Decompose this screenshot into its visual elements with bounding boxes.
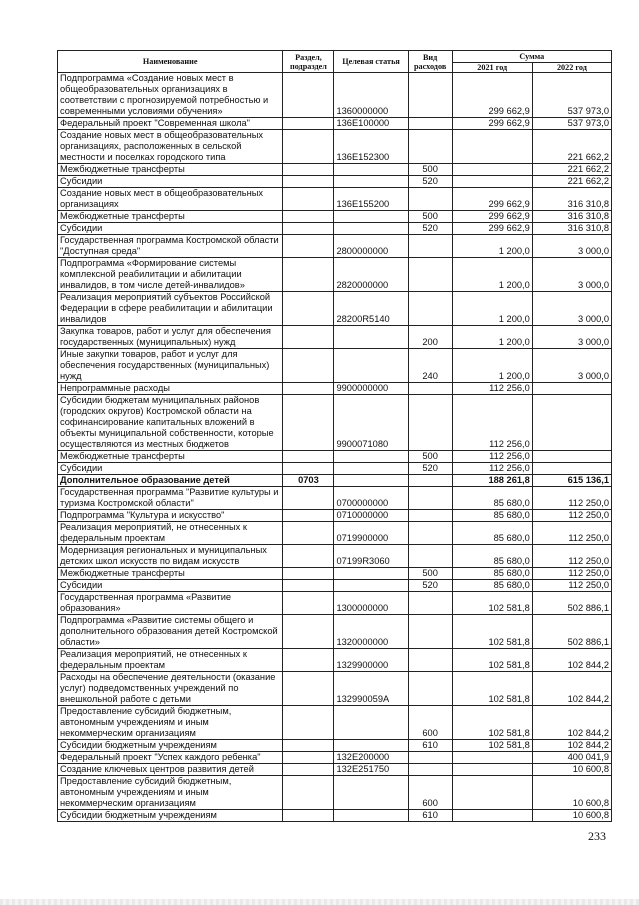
cell-sum-2022: 10 600,8 [532,810,611,822]
cell-celevaya [334,164,408,176]
cell-sum-2022: 615 136,1 [532,475,611,487]
cell-name: Подпрограмма «Формирование системы комплексной реабилитации и абилитации инвалидов, в том числе детей-инвалидов» [58,258,283,292]
cell-name: Реализация мероприятий, не отнесенных к федеральным проектам [58,522,283,545]
cell-sum-2021: 1 200,0 [452,349,532,383]
cell-celevaya [334,568,408,580]
cell-razdel [283,580,334,592]
cell-sum-2022 [532,395,611,451]
cell-sum-2022 [532,383,611,395]
cell-vid: 520 [408,176,452,188]
cell-vid: 200 [408,326,452,349]
cell-sum-2021: 85 680,0 [452,522,532,545]
cell-sum-2021: 299 662,9 [452,118,532,130]
cell-razdel [283,258,334,292]
cell-celevaya [334,223,408,235]
cell-sum-2022 [532,451,611,463]
cell-razdel [283,451,334,463]
cell-celevaya: 2820000000 [334,258,408,292]
cell-vid: 520 [408,463,452,475]
cell-razdel [283,764,334,776]
table-row [58,326,612,349]
cell-sum-2021: 85 680,0 [452,580,532,592]
cell-celevaya: 9900071080 [334,395,408,451]
cell-sum-2022: 316 310,8 [532,188,611,211]
cell-sum-2022: 3 000,0 [532,235,611,258]
cell-name: Государственная программа «Развитие образования» [58,592,283,615]
cell-razdel [283,211,334,223]
cell-sum-2022: 10 600,8 [532,776,611,810]
cell-sum-2022: 112 250,0 [532,580,611,592]
cell-vid [408,649,452,672]
table-row [58,118,612,130]
cell-sum-2021: 102 581,8 [452,592,532,615]
table-row [58,487,612,510]
cell-celevaya: 9900000000 [334,383,408,395]
cell-celevaya: 2800000000 [334,235,408,258]
cell-celevaya: 1360000000 [334,73,408,118]
cell-razdel [283,776,334,810]
cell-name: Субсидии [58,463,283,475]
cell-sum-2022: 112 250,0 [532,510,611,522]
cell-name: Федеральный проект "Современная школа" [58,118,283,130]
cell-vid [408,487,452,510]
cell-razdel [283,188,334,211]
table-row [58,164,612,176]
cell-razdel [283,592,334,615]
table-row [58,672,612,706]
cell-vid: 600 [408,776,452,810]
cell-celevaya: 132990059A [334,672,408,706]
cell-name: Межбюджетные трансферты [58,211,283,223]
cell-name: Государственная программа Костромской области "Доступная среда" [58,235,283,258]
cell-razdel [283,706,334,740]
cell-razdel [283,672,334,706]
table-row [58,211,612,223]
cell-sum-2022: 537 973,0 [532,118,611,130]
cell-sum-2021: 188 261,8 [452,475,532,487]
table-row [58,776,612,810]
header-name: Наименование [58,51,283,73]
table-row [58,292,612,326]
table-row [58,258,612,292]
cell-name: Иные закупки товаров, работ и услуг для обеспечения государственных (муниципальных) нужд [58,349,283,383]
cell-razdel [283,395,334,451]
cell-name: Субсидии [58,223,283,235]
cell-sum-2021 [452,810,532,822]
cell-celevaya [334,211,408,223]
cell-vid [408,592,452,615]
cell-name: Подпрограмма «Создание новых мест в общеобразовательных организациях в соответствии с прогнозируемой потребностью и современными условиями обучения» [58,73,283,118]
cell-name: Субсидии бюджетным учреждениям [58,810,283,822]
table-row [58,235,612,258]
cell-vid: 240 [408,349,452,383]
cell-vid [408,752,452,764]
cell-vid [408,510,452,522]
cell-sum-2021: 102 581,8 [452,649,532,672]
table-row [58,740,612,752]
scan-edge [0,899,639,905]
cell-celevaya: 132E200000 [334,752,408,764]
header-celevaya: Целевая статья [334,51,408,73]
cell-vid [408,475,452,487]
table-row [58,764,612,776]
cell-celevaya: 136E155200 [334,188,408,211]
cell-sum-2022: 112 250,0 [532,568,611,580]
cell-celevaya [334,580,408,592]
cell-name: Создание ключевых центров развития детей [58,764,283,776]
cell-sum-2022: 502 886,1 [532,615,611,649]
cell-vid [408,615,452,649]
header-vid: Вид расходов [408,51,452,73]
cell-sum-2022: 221 662,2 [532,164,611,176]
table-row [58,510,612,522]
cell-sum-2021: 85 680,0 [452,568,532,580]
table-row [58,706,612,740]
cell-sum-2022: 102 844,2 [532,706,611,740]
header-year-2022: 2022 год [532,63,611,73]
table-row [58,176,612,188]
cell-razdel [283,752,334,764]
cell-vid [408,258,452,292]
cell-celevaya: 0710000000 [334,510,408,522]
cell-name: Субсидии бюджетам муниципальных районов (городских округов) Костромской области на софинансирование капитальных вложений в объекты муниципальной собственности, которые осуществляются из местных бюджетов [58,395,283,451]
cell-vid [408,73,452,118]
cell-vid [408,130,452,164]
cell-celevaya: 136E152300 [334,130,408,164]
cell-razdel [283,130,334,164]
cell-vid: 610 [408,810,452,822]
table-row [58,73,612,118]
table-row [58,349,612,383]
cell-name: Создание новых мест в общеобразовательных организациях [58,188,283,211]
cell-sum-2022: 400 041,9 [532,752,611,764]
cell-celevaya [334,451,408,463]
cell-sum-2021: 112 256,0 [452,383,532,395]
cell-name: Подпрограмма «Развитие системы общего и дополнительного образования детей Костромской области» [58,615,283,649]
header-summa: Сумма [452,51,611,63]
cell-vid: 610 [408,740,452,752]
cell-name: Предоставление субсидий бюджетным, автономным учреждениям и иным некоммерческим организациям [58,776,283,810]
cell-sum-2021 [452,776,532,810]
cell-sum-2021: 102 581,8 [452,615,532,649]
cell-vid [408,672,452,706]
cell-vid [408,235,452,258]
cell-celevaya [334,776,408,810]
cell-celevaya: 136E100000 [334,118,408,130]
table-row [58,383,612,395]
header-razdel: Раздел, подраздел [283,51,334,73]
cell-sum-2022: 102 844,2 [532,740,611,752]
cell-vid [408,522,452,545]
cell-razdel [283,349,334,383]
cell-sum-2022: 112 250,0 [532,522,611,545]
cell-vid: 500 [408,451,452,463]
cell-sum-2021 [452,130,532,164]
cell-razdel [283,383,334,395]
table-body [58,73,612,822]
cell-sum-2022: 3 000,0 [532,292,611,326]
cell-sum-2022: 112 250,0 [532,487,611,510]
cell-name: Реализация мероприятий субъектов Российской Федерации в сфере реабилитации и абилитации инвалидов [58,292,283,326]
table-row [58,752,612,764]
cell-sum-2021 [452,164,532,176]
cell-sum-2021: 1 200,0 [452,258,532,292]
cell-name: Межбюджетные трансферты [58,164,283,176]
cell-name: Межбюджетные трансферты [58,451,283,463]
cell-celevaya [334,706,408,740]
cell-sum-2021: 1 200,0 [452,292,532,326]
cell-sum-2022: 3 000,0 [532,349,611,383]
cell-vid: 500 [408,164,452,176]
cell-vid [408,118,452,130]
cell-razdel [283,545,334,568]
cell-vid: 520 [408,223,452,235]
table-row [58,475,612,487]
cell-celevaya: 0719900000 [334,522,408,545]
cell-razdel [283,568,334,580]
cell-sum-2022: 3 000,0 [532,258,611,292]
cell-name: Непрограммные расходы [58,383,283,395]
cell-sum-2021: 1 200,0 [452,235,532,258]
cell-name: Расходы на обеспечение деятельности (оказание услуг) подведомственных учреждений по внешкольной работе с детьми [58,672,283,706]
cell-razdel [283,118,334,130]
cell-name: Реализация мероприятий, не отнесенных к федеральным проектам [58,649,283,672]
cell-razdel [283,810,334,822]
cell-razdel [283,292,334,326]
cell-vid [408,395,452,451]
cell-name: Субсидии [58,176,283,188]
cell-sum-2021: 85 680,0 [452,487,532,510]
cell-name: Предоставление субсидий бюджетным, автономным учреждениям и иным некоммерческим организациям [58,706,283,740]
cell-sum-2021: 112 256,0 [452,395,532,451]
table-row [58,130,612,164]
cell-razdel [283,164,334,176]
cell-sum-2021: 1 200,0 [452,326,532,349]
cell-name: Межбюджетные трансферты [58,568,283,580]
cell-vid: 500 [408,568,452,580]
cell-name: Субсидии бюджетным учреждениям [58,740,283,752]
cell-sum-2022: 112 250,0 [532,545,611,568]
cell-celevaya: 0700000000 [334,487,408,510]
cell-sum-2021: 85 680,0 [452,545,532,568]
cell-razdel [283,522,334,545]
cell-sum-2022: 316 310,8 [532,211,611,223]
budget-table [57,50,612,822]
cell-celevaya: 1320000000 [334,615,408,649]
cell-name: Создание новых мест в общеобразовательных организациях, расположенных в сельской местности и поселках городского типа [58,130,283,164]
cell-razdel [283,649,334,672]
cell-sum-2022: 537 973,0 [532,73,611,118]
cell-vid: 500 [408,211,452,223]
cell-celevaya [334,463,408,475]
page-number: 233 [588,829,606,843]
cell-celevaya: 132E251750 [334,764,408,776]
cell-name: Субсидии [58,580,283,592]
cell-sum-2021: 112 256,0 [452,463,532,475]
cell-celevaya [334,349,408,383]
cell-celevaya: 07199R3060 [334,545,408,568]
cell-sum-2022: 102 844,2 [532,672,611,706]
cell-vid [408,383,452,395]
cell-vid: 600 [408,706,452,740]
cell-sum-2021: 299 662,9 [452,73,532,118]
cell-razdel [283,510,334,522]
table-header [58,51,612,73]
cell-celevaya [334,475,408,487]
cell-celevaya [334,326,408,349]
cell-sum-2022 [532,463,611,475]
table-row [58,223,612,235]
cell-razdel [283,326,334,349]
table-row [58,522,612,545]
cell-sum-2021: 102 581,8 [452,672,532,706]
cell-razdel [283,176,334,188]
cell-sum-2021 [452,752,532,764]
table-row [58,592,612,615]
cell-sum-2022: 502 886,1 [532,592,611,615]
table-row [58,810,612,822]
table-row [58,463,612,475]
cell-sum-2021: 112 256,0 [452,451,532,463]
cell-razdel: 0703 [283,475,334,487]
cell-sum-2021: 102 581,8 [452,740,532,752]
cell-razdel [283,73,334,118]
cell-sum-2021 [452,176,532,188]
cell-razdel [283,235,334,258]
cell-sum-2021: 299 662,9 [452,211,532,223]
cell-sum-2021: 102 581,8 [452,706,532,740]
table-row [58,545,612,568]
table-row [58,649,612,672]
cell-name: Дополнительное образование детей [58,475,283,487]
cell-sum-2021: 85 680,0 [452,510,532,522]
cell-celevaya: 28200R5140 [334,292,408,326]
cell-razdel [283,740,334,752]
cell-sum-2021: 299 662,9 [452,188,532,211]
cell-sum-2022: 3 000,0 [532,326,611,349]
cell-sum-2021: 299 662,9 [452,223,532,235]
cell-name: Подпрограмма "Культура и искусство" [58,510,283,522]
cell-sum-2022: 221 662,2 [532,176,611,188]
cell-vid [408,764,452,776]
cell-vid [408,188,452,211]
cell-vid: 520 [408,580,452,592]
cell-celevaya [334,810,408,822]
table-row [58,451,612,463]
cell-razdel [283,223,334,235]
cell-razdel [283,487,334,510]
cell-razdel [283,463,334,475]
cell-celevaya: 1300000000 [334,592,408,615]
cell-celevaya [334,176,408,188]
table-row [58,395,612,451]
header-year-2021: 2021 год [452,63,532,73]
cell-vid [408,545,452,568]
cell-vid [408,292,452,326]
table-row [58,580,612,592]
cell-celevaya [334,740,408,752]
cell-name: Модернизация региональных и муниципальных детских школ искусств по видам искусств [58,545,283,568]
table-row [58,615,612,649]
cell-sum-2022: 102 844,2 [532,649,611,672]
cell-sum-2022: 316 310,8 [532,223,611,235]
cell-razdel [283,615,334,649]
cell-name: Федеральный проект "Успех каждого ребенка" [58,752,283,764]
cell-celevaya: 1329900000 [334,649,408,672]
table-row [58,188,612,211]
cell-name: Государственная программа "Развитие культуры и туризма Костромской области" [58,487,283,510]
cell-name: Закупка товаров, работ и услуг для обеспечения государственных (муниципальных) нужд [58,326,283,349]
cell-sum-2022: 10 600,8 [532,764,611,776]
cell-sum-2022: 221 662,2 [532,130,611,164]
cell-sum-2021 [452,764,532,776]
table-row [58,568,612,580]
